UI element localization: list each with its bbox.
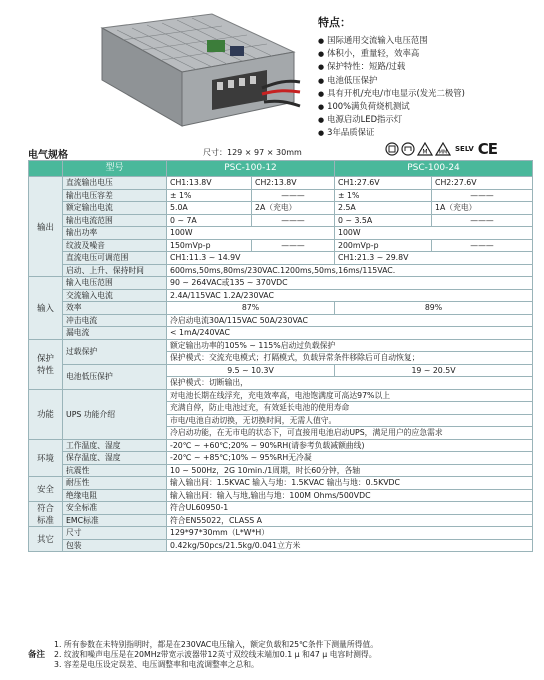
table-row: 抗震性 10 ~ 500Hz，2G 10min./1周期，时长60分钟，各轴 bbox=[29, 464, 533, 477]
table-row: 其它 尺寸 129*97*30mm（L*W*H） bbox=[29, 527, 533, 540]
cert-icons bbox=[385, 140, 497, 158]
svg-text:M: M bbox=[422, 148, 428, 156]
table-row: 电池低压保护 9.5 ~ 10.3V 19 ~ 20.5V bbox=[29, 364, 533, 377]
table-row: 额定输出电流 5.0A 2A（充电） 2.5A 1A（充电） bbox=[29, 202, 533, 215]
size-text: 尺寸：129 × 97 × 30mm bbox=[203, 148, 302, 157]
table-row: 环境 工作温度、湿度 -20℃ ~ +60℃;20% ~ 90%RH(请参考负载减额曲线) bbox=[29, 439, 533, 452]
model-label: 型号 bbox=[63, 161, 167, 177]
category-output: 输出 bbox=[29, 177, 63, 277]
ce-mark: CE bbox=[477, 140, 498, 158]
table-row: 输出电压容差 ± 1% ——— ± 1% ——— bbox=[29, 189, 533, 202]
feature-item: ● 体积小，重量轻，效率高 bbox=[318, 47, 538, 60]
category-standards: 符合 标准 bbox=[29, 502, 63, 527]
category-other: 其它 bbox=[29, 527, 63, 552]
feature-item: ● 保护特性：短路/过载 bbox=[318, 60, 538, 73]
note-line: 3. 容差是电压设定误差、电压调整率和电流调整率之总和。 bbox=[54, 660, 259, 670]
table-row: 输出 直流输出电压 CH1:13.8V CH2:13.8V CH1:27.6V CH2:27.6V bbox=[29, 177, 533, 190]
table-row: 市电/电池自动切换，无切换时间，无需人值守。 bbox=[29, 414, 533, 427]
notes-lines bbox=[54, 640, 378, 671]
selv-mark: SELV bbox=[455, 145, 474, 153]
table-row: 包装 0.42kg/50pcs/21.5kg/0.041立方米 bbox=[29, 539, 533, 552]
product-image bbox=[62, 10, 302, 132]
transformer-cert-icon bbox=[401, 142, 415, 156]
furniture-mark-double-icon bbox=[435, 142, 451, 156]
category-protection: 保护 特性 bbox=[29, 339, 63, 389]
category-input: 输入 bbox=[29, 277, 63, 340]
table-header-row bbox=[29, 161, 533, 177]
category-environment: 环境 bbox=[29, 439, 63, 477]
table-row: 效率 87% 89% bbox=[29, 302, 533, 315]
table-row: EMC标准 符合EN55022，CLASS A bbox=[29, 514, 533, 527]
note-line: 2. 纹波和噪声电压是在20MHz带宽示波器带12英寸双绞线末端加0.1 μ 和47 μ 电容时测得。 bbox=[54, 650, 377, 660]
model-a: PSC-100-12 bbox=[167, 161, 335, 177]
table-row: 输出功率 100W 100W bbox=[29, 227, 533, 240]
feature-item: ● 3年品质保证 bbox=[318, 126, 538, 139]
table-row: 保护 特性 过载保护 额定输出功率的105% ~ 115%启动过负载保护 bbox=[29, 339, 533, 352]
features-title: 特点： bbox=[318, 16, 351, 29]
table-row: 纹波及噪音 150mVp-p ——— 200mVp-p ——— bbox=[29, 239, 533, 252]
table-row: 功能 UPS 功能介绍 对电池长期在线浮充，充电效率高，电池饱满度可高达97%以上 bbox=[29, 389, 533, 402]
model-b: PSC-100-24 bbox=[335, 161, 533, 177]
table-row: 启动、上升、保持时间 600ms,50ms,80ms/230VAC.1200ms,50ms,16ms/115VAC. bbox=[29, 264, 533, 277]
safety-cert-icon bbox=[385, 142, 399, 156]
features-block bbox=[318, 14, 538, 140]
table-row: 输出电流范围 0 ~ 7A ——— 0 ~ 3.5A ——— bbox=[29, 214, 533, 227]
table-row: 保护模式：切断输出， bbox=[29, 377, 533, 390]
section-title: 电气规格 bbox=[28, 150, 68, 161]
category-function: 功能 bbox=[29, 389, 63, 439]
table-row: 冷启动功能，在无市电的状态下，可直接用电池启动UPS，满足用户的应急需求 bbox=[29, 427, 533, 440]
table-row: 直流电压可调范围 CH1:11.3 ~ 14.9V CH1:21.3 ~ 29.8V bbox=[29, 252, 533, 265]
feature-item: ● 电池低压保护 bbox=[318, 74, 538, 87]
table-row: 充满自停，防止电池过充，有效延长电池的使用寿命 bbox=[29, 402, 533, 415]
features-list bbox=[318, 34, 538, 140]
furniture-mark-icon bbox=[417, 142, 433, 156]
feature-item: ● 具有开机/充电/市电显示(发光二极管) bbox=[318, 87, 538, 100]
table-row: 漏电流 < 1mA/240VAC bbox=[29, 327, 533, 340]
feature-item: ● 国际通用交流输入电压范围 bbox=[318, 34, 538, 47]
table-row: 符合 标准 安全标准 符合UL60950-1 bbox=[29, 502, 533, 515]
table-row: 冲击电流 冷启动电流30A/115VAC 50A/230VAC bbox=[29, 314, 533, 327]
svg-text:MM: MM bbox=[438, 149, 448, 156]
notes-label: 备注 bbox=[28, 650, 46, 660]
note-line: 1. 所有参数在未特别指明时，都是在230VAC电压输入，额定负载和25℃条件下测量所得值。 bbox=[54, 640, 379, 649]
category-safety: 安全 bbox=[29, 477, 63, 502]
table-row: 输入 输入电压范围 90 ~ 264VAC或135 ~ 370VDC bbox=[29, 277, 533, 290]
feature-item: ● 100%满负荷烧机测试 bbox=[318, 100, 538, 113]
table-row: 安全 耐压性 输入输出间：1.5KVAC 输入与地：1.5KVAC 输出与地：0.5KVDC bbox=[29, 477, 533, 490]
feature-item: ● 电源启动LED指示灯 bbox=[318, 113, 538, 126]
table-row: 保存温度、湿度 -20℃ ~ +85℃;10% ~ 95%RH无冷凝 bbox=[29, 452, 533, 465]
spec-table bbox=[28, 160, 533, 552]
table-row: 保护模式：交流充电模式；打隔模式，负载异常条件移除后可自动恢复； bbox=[29, 352, 533, 365]
table-row: 交流输入电流 2.4A/115VAC 1.2A/230VAC bbox=[29, 289, 533, 302]
table-row: 绝缘电阻 输入输出间：输入与地,输出与地：100M Ohms/500VDC bbox=[29, 489, 533, 502]
